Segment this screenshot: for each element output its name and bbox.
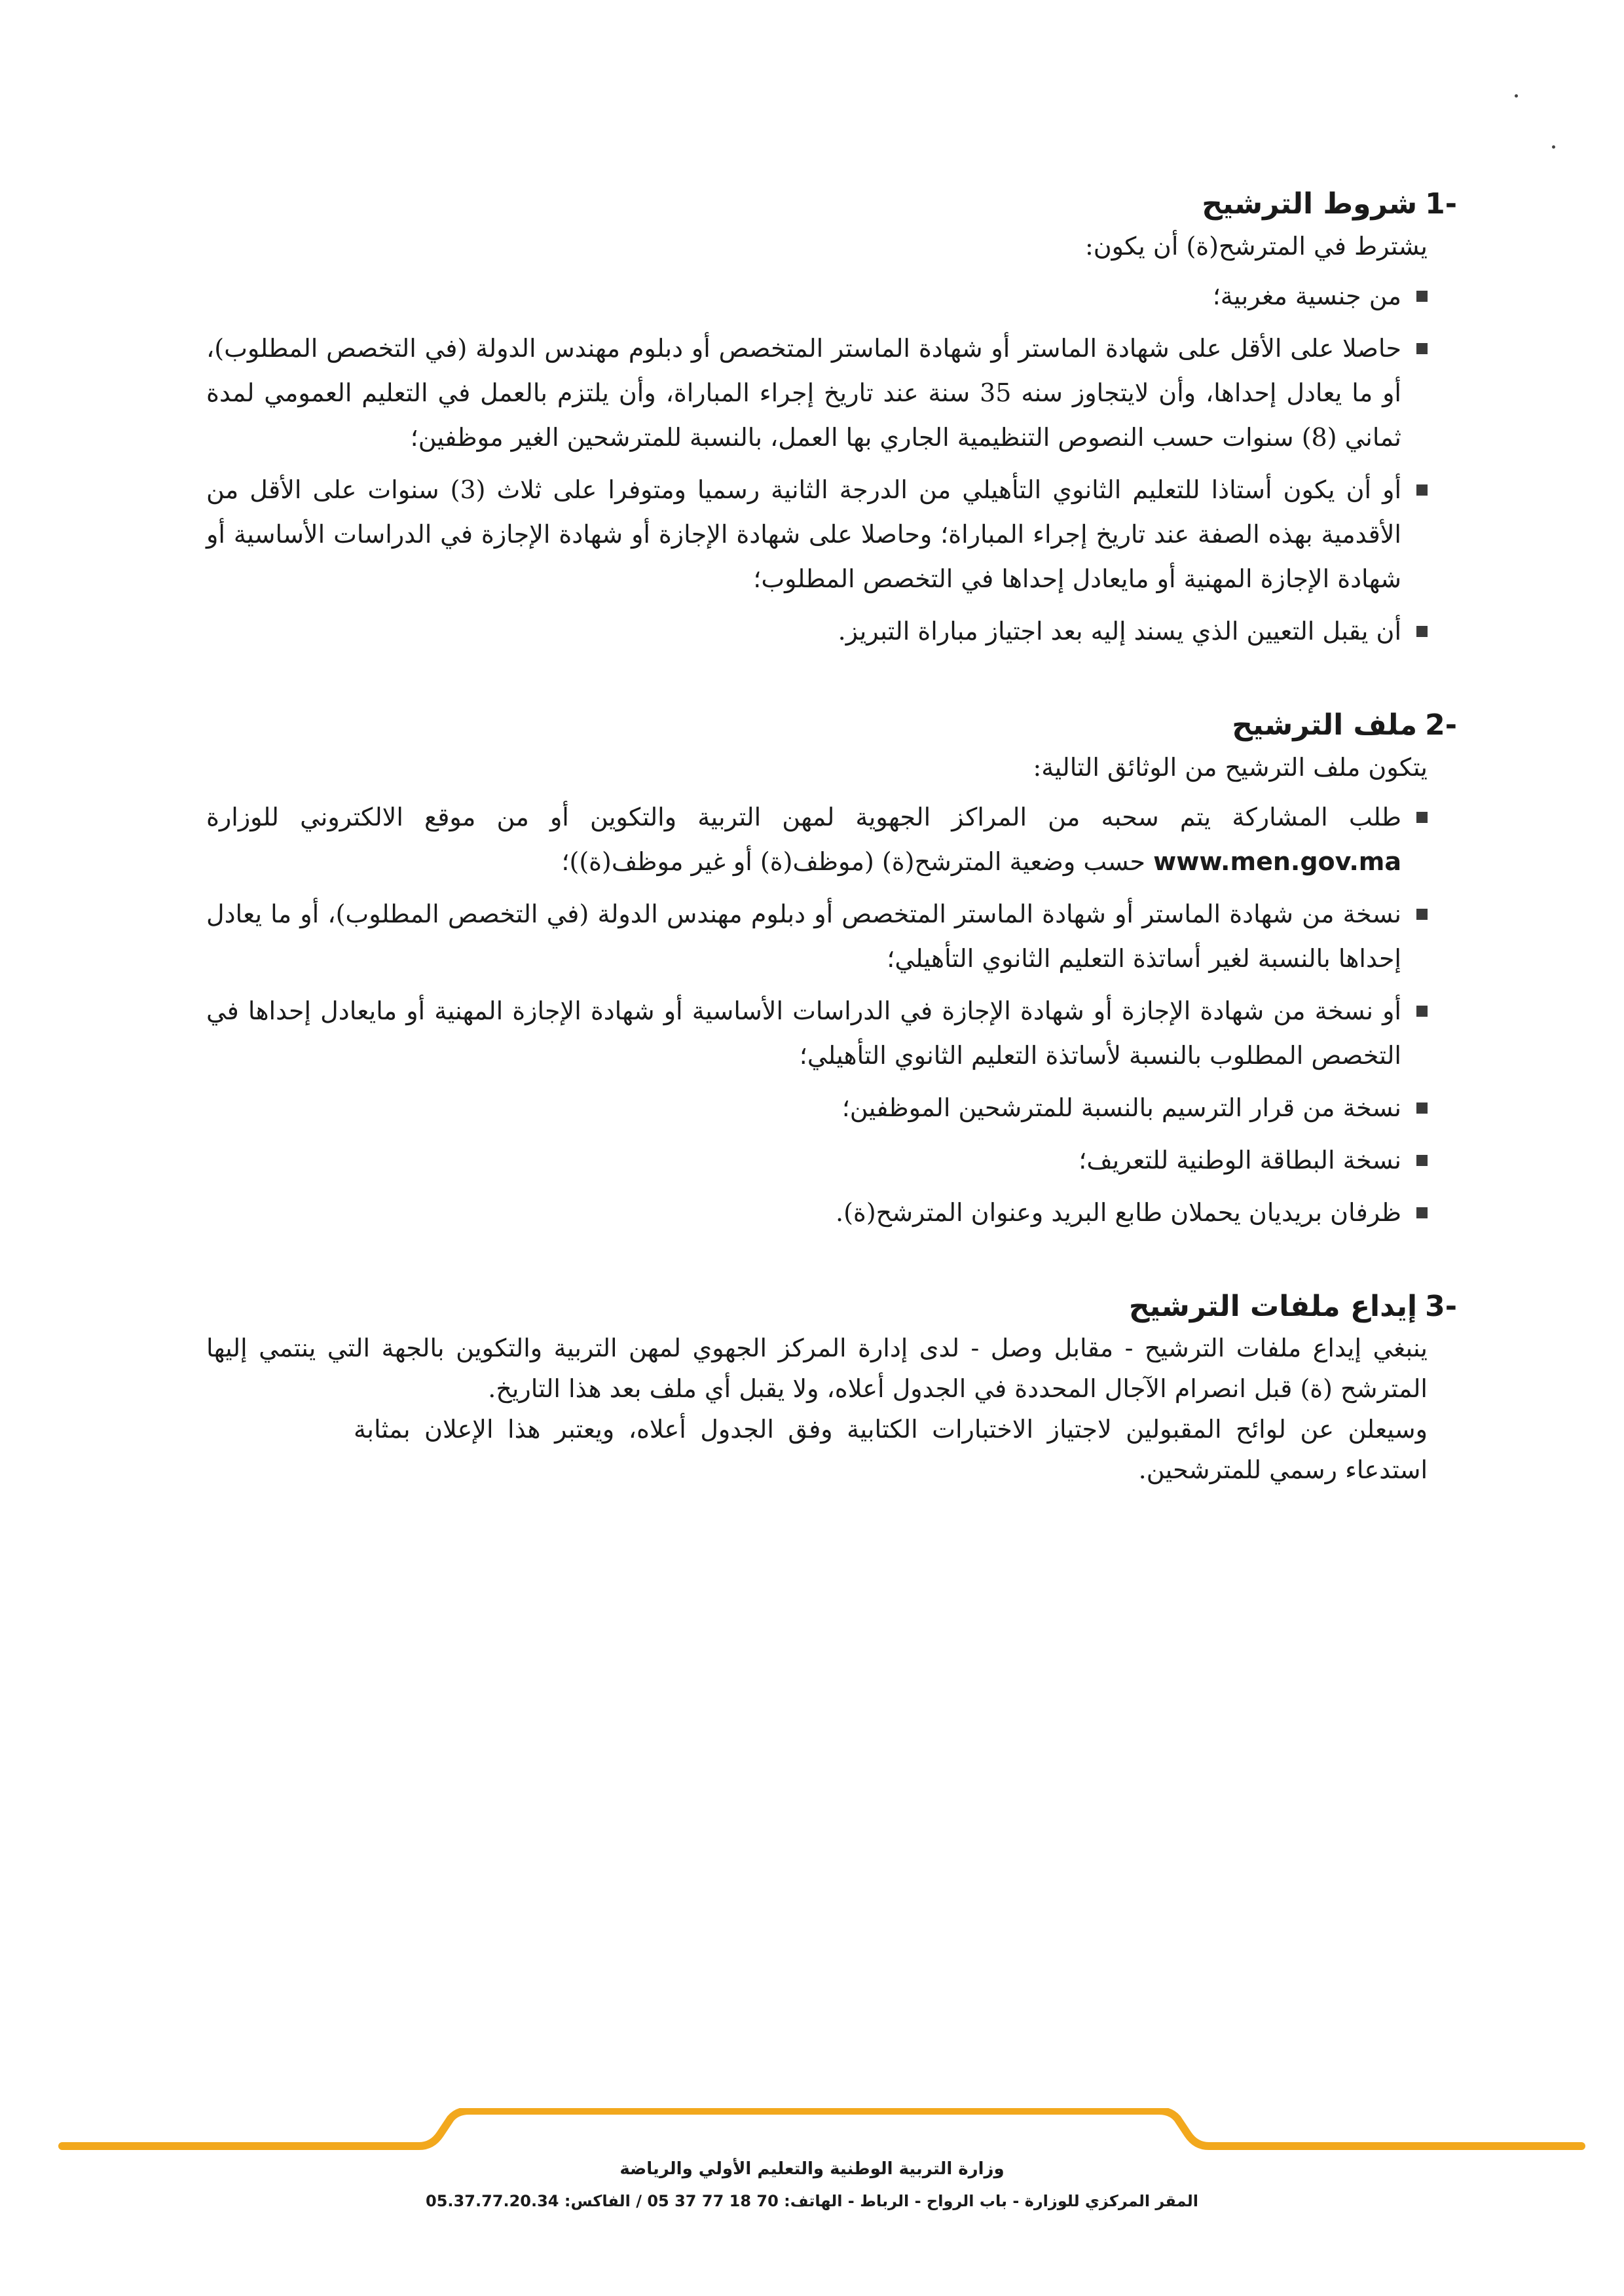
section-title: إيداع ملفات الترشيح	[1128, 1290, 1418, 1323]
section-number: -2	[1425, 708, 1457, 742]
square-bullet-icon	[1416, 626, 1428, 637]
footer-ministry-name: وزارة التربية الوطنية والتعليم الأولي والرياضة	[619, 2159, 1005, 2179]
section-heading	[206, 704, 1457, 746]
square-bullet-icon	[1416, 343, 1428, 354]
list-item	[206, 1190, 1428, 1235]
square-bullet-icon	[1416, 1006, 1428, 1017]
list-item-text: ظرفان بريديان يحملان طابع البريد وعنوان المترشح(ة).	[836, 1198, 1401, 1227]
square-bullet-icon	[1416, 812, 1428, 823]
section-intro: يتكون ملف الترشيح من الوثائق التالية:	[1033, 753, 1428, 782]
section-title: شروط الترشيح	[1202, 187, 1418, 221]
documents-list	[206, 795, 1428, 1235]
footer-accent-band	[0, 2108, 1624, 2160]
square-bullet-icon	[1416, 291, 1428, 302]
section-candidacy-conditions	[206, 183, 1457, 653]
list-item-text: من جنسية مغربية؛	[1212, 282, 1401, 310]
list-item-text: نسخة من قرار الترسيم بالنسبة للمترشحين الموظفين؛	[841, 1093, 1401, 1122]
announcement-paragraph: وسيعلن عن لوائح المقبولين لاجتياز الاختبارات الكتابية وفق الجدول أعلاه، ويعتبر هذا الإعلان بمثابة استدعاء رسمي للمترشحين.	[354, 1415, 1428, 1484]
list-item-text: طلب المشاركة يتم سحبه من المراكز الجهوية لمهن التربية والتكوين أو من موقع الالكتروني للوزارة	[206, 803, 1401, 831]
list-item	[206, 326, 1428, 460]
list-item	[206, 1085, 1428, 1130]
ministry-website-link[interactable]: www.men.gov.ma	[1153, 847, 1401, 876]
section-heading	[206, 183, 1457, 225]
section-file-submission	[206, 1286, 1457, 1490]
square-bullet-icon	[1416, 484, 1428, 496]
list-item	[206, 274, 1428, 318]
list-item-text: حاصلا على الأقل على شهادة الماستر أو شهادة الماستر المتخصص أو دبلوم مهندس الدولة (في التخصص المطلوب)، أو ما يعادل إحداها، وأن لايتجاوز سنه 35 سنة عند تاريخ إجراء المباراة، وأن يلتزم بالعمل في التعليم العمومي لمدة ثماني (8) سنوات حسب النصوص التنظيمية الجاري بها العمل، بالنسبة للمترشحين الغير موظفين؛	[206, 334, 1401, 452]
scan-speck	[1552, 145, 1555, 149]
section-number: -1	[1425, 187, 1457, 221]
square-bullet-icon	[1416, 1102, 1428, 1114]
submission-paragraph: ينبغي إيداع ملفات الترشيح - مقابل وصل - لدى إدارة المركز الجهوي لمهن التربية والتكوين بالجهة التي ينتمي إليها المترشح (ة) قبل انصرام الآجال المحددة في الجدول أعلاه، ولا يقبل أي ملف بعد هذا التاريخ.	[206, 1334, 1428, 1403]
square-bullet-icon	[1416, 1155, 1428, 1166]
scan-speck	[1515, 94, 1518, 98]
list-item	[206, 989, 1428, 1078]
list-item	[206, 1138, 1428, 1182]
list-item	[206, 892, 1428, 981]
square-bullet-icon	[1416, 909, 1428, 920]
list-item	[206, 609, 1428, 653]
page-footer	[0, 2108, 1624, 2226]
list-item-text: أو نسخة من شهادة الإجازة أو شهادة الإجازة في الدراسات الأساسية أو شهادة الإجازة المهنية أو مايعادل إحداها في التخصص المطلوب بالنسبة لأساتذة التعليم الثانوي التأهيلي؛	[206, 996, 1401, 1070]
list-item-text: أو أن يكون أستاذا للتعليم الثانوي التأهيلي من الدرجة الثانية رسميا ومتوفرا على ثلاث (3) سنوات على الأقل من الأقدمية بهذه الصفة عند تاريخ إجراء المباراة؛ وحاصلا على شهادة الإجازة أو شهادة الإجازة في الدراسات الأساسية أو شهادة الإجازة المهنية أو مايعادل إحداها في التخصص المطلوب؛	[206, 475, 1401, 593]
section-title: ملف الترشيح	[1232, 708, 1418, 742]
list-item-text: حسب وضعية المترشح(ة) (موظف(ة) أو غير موظف(ة))؛	[561, 847, 1146, 876]
list-item-text: أن يقبل التعيين الذي يسند إليه بعد اجتياز مباراة التبريز.	[838, 617, 1401, 646]
section-intro: يشترط في المترشح(ة) أن يكون:	[1084, 232, 1428, 261]
page-content	[206, 183, 1457, 1490]
conditions-list	[206, 274, 1428, 653]
square-bullet-icon	[1416, 1207, 1428, 1218]
list-item-text: نسخة من شهادة الماستر أو شهادة الماستر المتخصص أو دبلوم مهندس الدولة (في التخصص المطلوب)، أو ما يعادل إحداها بالنسبة لغير أساتذة التعليم الثانوي التأهيلي؛	[206, 900, 1401, 973]
section-number: -3	[1425, 1290, 1457, 1323]
section-heading	[206, 1286, 1457, 1328]
section-candidacy-file	[206, 704, 1457, 1235]
list-item	[206, 795, 1428, 884]
footer-address: المقر المركزي للوزارة - باب الرواح - الرباط - الهاتف: 70 18 77 37 05 / الفاكس: 05.37.77.20.34	[426, 2192, 1198, 2210]
list-item-text: نسخة البطاقة الوطنية للتعريف؛	[1079, 1146, 1401, 1175]
list-item	[206, 467, 1428, 601]
